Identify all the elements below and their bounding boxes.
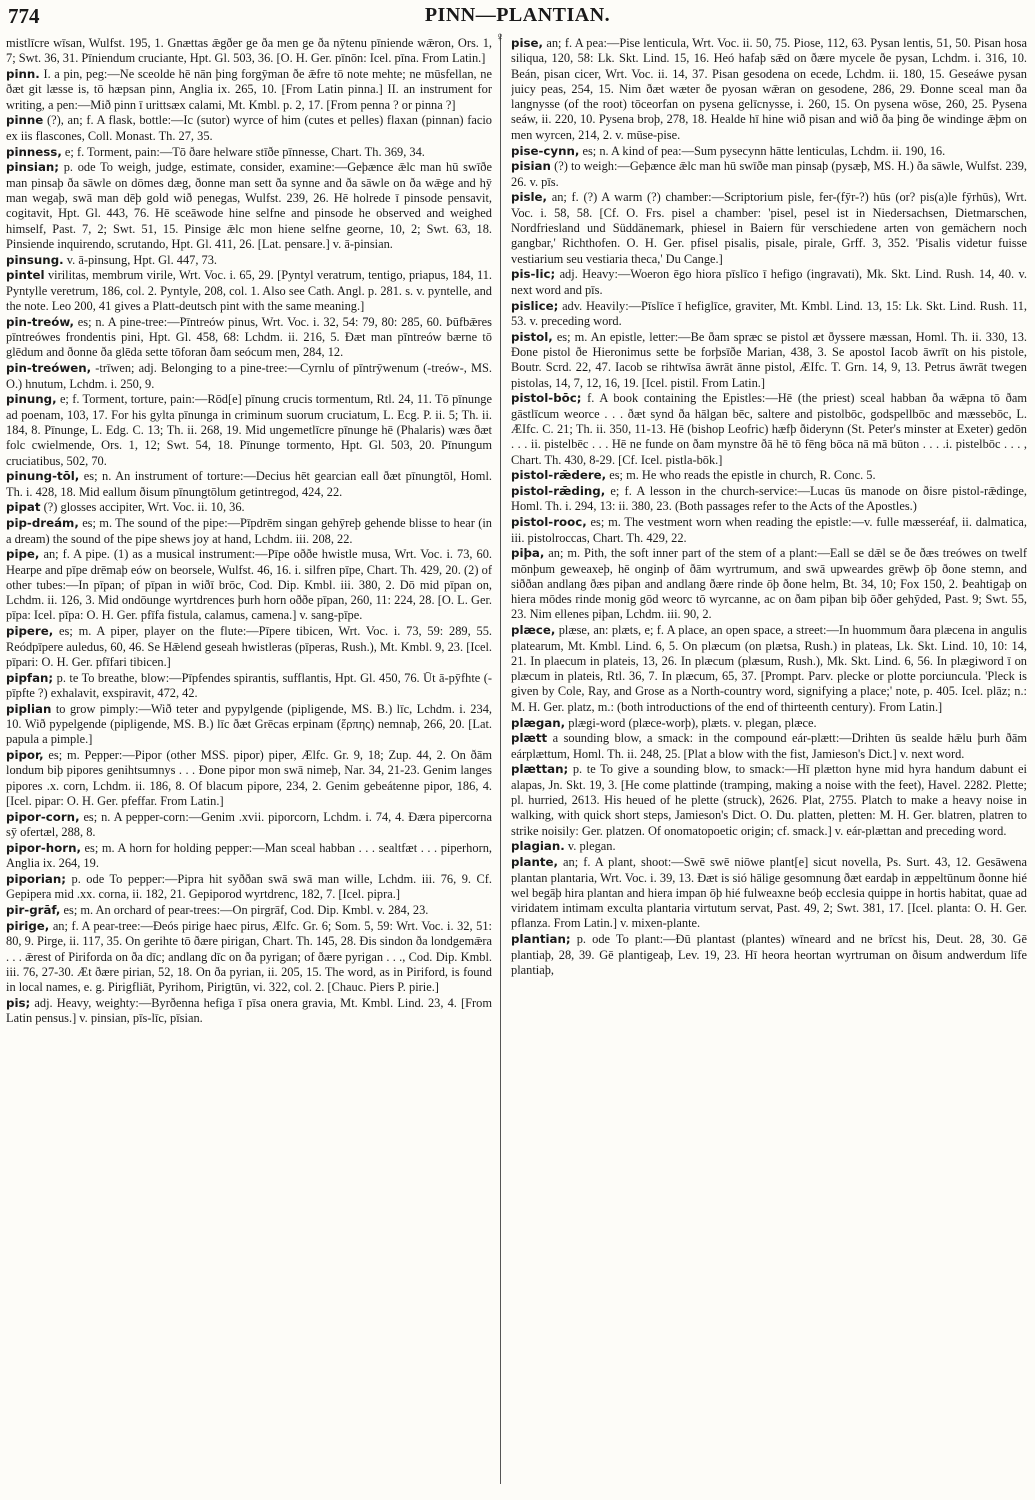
dictionary-entry bbox=[511, 36, 1027, 143]
entry-headword: piplian bbox=[6, 701, 52, 716]
entry-headword: pipor, bbox=[6, 748, 44, 763]
entry-definition: an; f. (?) A warm (?) chamber:—Scriptorium pisle, fer-(fȳr-?) hūs (or? pis(a)le fȳrhūs), Wrt. Voc. i. 58, 58. [Cf. O. Frs. pisel a chamber: 'pisel, pesel ist in Niedersachsen, Dietmarschen, Nordfriesland und Süddänemark, phiesel in Baiern für verschiedene arten von gemächern noch gangbar,' Richthofen. O. H. Ger. pfisel pisalis, pisale, pirale, Grff. 3, 352. 'Pisalis videtur fuisse vestiarium seu vestiaria theca,' Du Cange.] bbox=[511, 190, 1027, 266]
entry-headword: plagian. bbox=[511, 839, 565, 854]
dictionary-entry bbox=[6, 841, 492, 872]
entry-headword: pipfan; bbox=[6, 670, 54, 685]
entry-definition: es; n. A pepper-corn:—Genim .xvii. piporcorn, Lchdm. i. 74, 4. Ðæra pipercorna sȳ ofertæl, 288, 8. bbox=[6, 809, 492, 840]
entry-definition: es; m. A piper, player on the flute:—Pīpere tibicen, Wrt. Voc. i. 73, 59: 289, 55. Reódpīpere auledus, 60, 46. Se Hǣlend geseah hwistleras (pīperas, Rush.), Mt. Kmbl. 9, 23. [Icel. pīpari: O. H. Ger. pfīfari tibicen.] bbox=[6, 624, 492, 669]
entry-definition: mistlīcre wīsan, Wulfst. 195, 1. Gnættas ǣgðer ge ða men ge ða nȳtenu pīniende wǣron, Ors. 1, 7; Swt. 36, 31. Pīniendum cruciante, Hpt. Gl. 503, 36. [O. H. Ger. pīnōn: Icel. pīna. From Latin.] bbox=[6, 36, 492, 66]
entry-headword: plantian; bbox=[511, 932, 571, 947]
entry-definition: (?) to weigh:—Geþænce ǣlc man hū swīðe man pinsaþ (pysæþ, MS. H.) ða sāwle, Wulfst. 239, 26. v. pīs. bbox=[511, 159, 1027, 189]
entry-headword: pistol-rǣdere, bbox=[511, 468, 607, 483]
dictionary-entry bbox=[511, 762, 1027, 838]
divider-top-ornament: ♀ bbox=[495, 29, 505, 44]
entry-definition: e; f. Torment, torture, pain:—Rōd[e] pīnung crucis tormentum, Rtl. 24, 11. Tō pīnunge ad poenam, 103, 17. For his gylta pīnunga in criminum suorum cruciatum, L. Ecg. P. ii. 5; Th. ii. 184, 8. Pīnunge, L. Edg. C. 13; Th. ii. 268, 19. Mid ungemetlīcre pīnunge hē (Phalaris) wæs ðæt folc cwielmende, Ors. 1, 12; Swt. 54, 18. Pīnunge tormento, Hpt. Gl. 503, 20. Pīnungum cruciatibus, 502, 70. bbox=[6, 392, 492, 468]
entry-definition: p. ode To pepper:—Pipra hit syððan swā swā man wille, Lchdm. iii. 76, 9. Cf. Gepipera mid .xx. corna, ii. 182, 21. Gepiporod wyrtdrenc, 182, 7. [Icel. pipra.] bbox=[6, 872, 492, 902]
column-divider bbox=[500, 34, 501, 1484]
entry-headword: pipat bbox=[6, 500, 41, 515]
entry-headword: pipor-horn, bbox=[6, 840, 81, 855]
entry-headword: pise, bbox=[511, 36, 543, 50]
entry-definition: p. te To breathe, blow:—Pīpfendes spirantis, sufflantis, Hpt. Gl. 450, 76. Ūt ā-pȳfhte (-pīpfte ?) exhalavit, exspiravit, 472, 42. bbox=[6, 670, 492, 700]
dictionary-entry bbox=[511, 391, 1027, 467]
dictionary-entry bbox=[511, 731, 1027, 762]
dictionary-entry bbox=[6, 392, 492, 468]
entry-definition: plæse, an: plæts, e; f. A place, an open space, a street:—In huommum ðara plæcena in angulis platearum, Mt. Kmbl. Lind. 6, 5. On plæcum (on plætsa, Rush.) in plateas, Lk. Skt. Lind. 10, 10: 14, 21. In plaecum in plateis, 13, 26. In plæcum (plæsum, Rush.), Mk. Skt. Lind. 6, 56. In plægiword ī on plæcum in plateis, Rtl. 36, 7. In plæcum, 65, 37. [Prompt. Parv. plecke or plotte porciuncula. 'Pleck is given by Cole, Ray, and Grose as a North-country word, signifying a place;' note, p. 405. Icel. plāz; n.: M. H. Ger. platz, m.: (both introductions of the end of thirteenth century). From Latin.] bbox=[511, 623, 1027, 714]
dictionary-entry bbox=[6, 671, 492, 702]
entry-headword: piþa, bbox=[511, 546, 545, 561]
dictionary-entry bbox=[511, 716, 1027, 731]
entry-definition: to grow pimply:—Wið teter and pypylgende (pipligende, MS. B.) līc, Lchdm. i. 234, 10. Wið pypelgende (pipligende, MS. B.) līc ðæt Grēcas erpinam (ἕρπης) nemnaþ, 266, 20. [Lat. papula a pimple.] bbox=[6, 701, 492, 747]
entry-definition: an; f. A plant, shoot:—Swē swē niōwe plant[e] sicut novella, Ps. Surt. 43, 12. Gesāwena plantan plantaria, Wrt. Voc. i. 39, 13. Ðæt is sió hālige gesomnung ðæt eardaþ in æppeltūnum ðonne hié wel begāþ hira plantan and hiera impan ōþ hié fulweaxne beóþ ecclesia quippe in hortis habitat, quae ad viridatem intimam exculta plantaria virtutum servat, Past. 49, 2; Swt. 381, 17. [Icel. planta: O. H. Ger. pflanza. From Latin.] v. mixen-plante. bbox=[511, 855, 1027, 931]
entry-definition: I. a pin, peg:—Ne sceolde hē nān þing forgȳman ðe ǣfre tō note mehte; ne mūsfellan, ne ðæt git læsse is, tō hæpsan pinn, Anglia ix. 265, 10. [From Latin pinna.] II. an instrument for writing, a pen:—Mið pinn ī urittsæx calami, Mt. Kmbl. p. 2, 17. [From penna ? or pinna ?] bbox=[6, 67, 492, 112]
dictionary-entry bbox=[6, 500, 492, 515]
entry-definition: es; n. A pine-tree:—Pīntreów pinus, Wrt. Voc. i. 32, 54: 79, 80: 285, 60. Þūfbǣres pīntreówes frondentis pini, Hpt. Gl. 458, 68: Lchdm. ii. 216, 5. Ðæt man pīntreów bærne tō glēdum and ðonne ða glēda sette tōforan ðam seócum men, 284, 12. bbox=[6, 314, 492, 360]
dictionary-entry bbox=[511, 546, 1027, 622]
dictionary-entry bbox=[6, 113, 492, 144]
entry-definition: e; f. A lesson in the church-service:—Lucas ūs manode on ðisre pistol-rǣdinge, Homl. Th. i. 294, 13: ii. 380, 23. (Both passages refer to the Acts of the Apostles.) bbox=[511, 484, 1027, 514]
entry-headword: pinsian; bbox=[6, 160, 60, 175]
entry-definition: es; m. The vestment worn when reading the epistle:—v. fulle mæsseréaf, ii. dalmatica, iii. pistolroccas, Chart. Th. 429, 22. bbox=[511, 515, 1027, 545]
right-column bbox=[511, 36, 1027, 1482]
entry-headword: plægan, bbox=[511, 715, 566, 730]
dictionary-entry bbox=[511, 855, 1027, 931]
entry-headword: pinung, bbox=[6, 392, 57, 407]
dictionary-entry bbox=[6, 624, 492, 670]
entry-definition: a sounding blow, a smack: in the compound eár-plætt:—Drihten ūs sealde hǣlu þurh ðām eárplættum, Homl. Th. ii. 248, 25. [Plat a blow with the fist, Jamieson's Dict.] v. next word. bbox=[511, 731, 1027, 761]
entry-headword: pin-treówen, bbox=[6, 361, 92, 376]
dictionary-entry bbox=[511, 144, 1027, 159]
entry-definition: an; m. Pith, the soft inner part of the stem of a plant:—Eall se dǣl se ðe ðæs treówes on twelf mōnþum geweaxeþ, hē onginþ of ðām wyrtrumum, and swā upweardes grēwþ ōþ ðone stemn, and siððan andlang ðæs piþan and andlang ðære rinde ōþ ðone helm, Bt. 34, 10; Fox 150, 2. Þeahtigaþ on hiera mōdes rinde monig gōd weorc tō wyrcanne, ac on ðam piþan biþ ōðer gehȳded, Past. 9; Swt. 55, 23. Nim ellenes piþan, Lchdm. iii. 90, 2. bbox=[511, 546, 1027, 622]
entry-headword: pinness, bbox=[6, 144, 62, 159]
entry-definition: es; n. An instrument of torture:—Decius hēt gearcian eall ðæt pīnungtōl, Homl. Th. i. 428, 18. Mid eallum ðisum pīnungtōlum getintregod, 424, 22. bbox=[6, 469, 492, 499]
entry-headword: pipe, bbox=[6, 547, 40, 562]
dictionary-entry bbox=[511, 267, 1027, 298]
dictionary-entry bbox=[511, 484, 1027, 515]
entry-definition: f. A book containing the Epistles:—Hē (the priest) sceal habban ða wǣpna tō ðam gāstlīcum weorce . . . ðæt synd ða hālgan bēc, saltere and pistolbōc, godspellbōc and mæssebōc, L. ÆIfc. C. 21; Th. ii. 350, 11-13. Hē (bishop Leofric) hæfþ ðiderynn (St. Peter's minster at Exeter) gedōn . . . ii. pistelbēc . . . Hē ne funde on ðam mynstre ðā hē tō fēng bōca nā mā būton . . . .i. pistelbōc . . . , Chart. Th. 430, 8-29. [Cf. Icel. pistla-bōk.] bbox=[511, 391, 1027, 467]
entry-headword: pistol-rǣding, bbox=[511, 484, 606, 499]
entry-definition: es; m. An epistle, letter:—Be ðam spræc se pistol æt ðyssere mæssan, Homl. Th. ii. 330, 13. Ðone pistol ðe Hieronimus sette be forþsīðe Marian, 438, 3. Se apostol Iacob āwrīt on his pistole, Boutr. Scrd. 22, 47. Iacob se rihtwīsa āwrāt ānne pistol, ÆIfc. T. Grn. 14, 9, 13. Petrus āwrāt twegen pistolas, 14, 7, 12, 16, 19. [Icel. pistil. From Latin.] bbox=[511, 329, 1027, 390]
entry-definition: an; f. A pipe. (1) as a musical instrument:—Pīpe oððe hwistle musa, Wrt. Voc. i. 73, 60. Hearpe and pīpe drēmaþ eów on beorsele, Wulfst. 46, 16. i. silfren pīpe, Chart. Th. 429, 20. (2) of other tubes:—In pīpan; of pīpan in wiðī brōc, Cod. Dip. Kmbl. iii. 380, 2. Dō mid pīpan on, Lchdm. ii. 126, 3. Mid ondōunge wyrtdrences þurh horn oððe pīpan, 260, 11: 224, 28. [O. L. Ger. pīpa: Icel. pīpa: O. H. Ger. pfīfa fistula, calamus, camena.] v. sang-pīpe. bbox=[6, 547, 492, 623]
dictionary-entry bbox=[6, 903, 492, 918]
entry-headword: plante, bbox=[511, 855, 558, 870]
entry-headword: pin-treów, bbox=[6, 314, 74, 329]
entry-definition: (?) glosses accipiter, Wrt. Voc. ii. 10, 36. bbox=[43, 500, 245, 515]
dictionary-entry bbox=[6, 36, 492, 67]
entry-headword: pis-lic; bbox=[511, 267, 556, 282]
dictionary-entry bbox=[511, 299, 1027, 330]
entry-headword: pislice; bbox=[511, 298, 559, 313]
entry-headword: pistol-rooc, bbox=[511, 515, 587, 530]
entry-definition: e; f. Torment, pain:—Tō ðare helware stīðe pīnnesse, Chart. Th. 369, 34. bbox=[64, 144, 425, 159]
dictionary-entry bbox=[6, 268, 492, 314]
entry-definition: -trīwen; adj. Belonging to a pine-tree:—Cyrnlu of pīntrȳwenum (-treów-, MS. O.) hnutum, Lchdm. i. 250, 9. bbox=[6, 361, 492, 391]
entry-headword: plætt bbox=[511, 731, 548, 746]
dictionary-entry bbox=[6, 872, 492, 903]
dictionary-entry bbox=[511, 839, 1027, 854]
dictionary-entry bbox=[511, 190, 1027, 266]
entry-headword: pisian bbox=[511, 159, 551, 174]
dictionary-entry bbox=[511, 515, 1027, 546]
entry-definition: an; f. A pear-tree:—Ðeós pirige haec pirus, Ælfc. Gr. 6; Som. 5, 59: Wrt. Voc. i. 32, 51: 80, 9. Pirge, ii. 117, 35. On gerihte tō ðære pirigan, Chart. Th. 145, 28. Ðis sindon ða londgemǣra . . . ǣrest of Piriforda on ða dīc; andlang dīc on ða pyrigan; of ðære pyrigan . . ., Cod. Dip. Kmbl. iii. 76, 27-30. Æt ðære pirian, 52, 18. On ða pyrian, ii. 205, 15. The word, as in Piriford, is found in local names, e. g. Pirigfliāt, Pyrihom, Pirigtūn, vi. 322, col. 2. [Chauc. Piers P. pirie.] bbox=[6, 918, 492, 995]
dictionary-entry bbox=[6, 516, 492, 547]
entry-headword: pinung-tōl, bbox=[6, 469, 80, 484]
entry-definition: adj. Heavy:—Woeron ēgo hiora pīslīco ī hefigo (ingravati), Mk. Skt. Lind. Rush. 14, 40. v. next word and pīs. bbox=[511, 267, 1027, 297]
entry-definition: es; m. Pepper:—Pipor (other MSS. pipor) piper, Ælfc. Gr. 9, 18; Zup. 44, 2. On ðām londum biþ pipores genihtsumnys . . . Ðone pipor mon swā nimeþ, Nar. 34, 21-23. Genim langes pipores .x. corn, Lchdm. ii. 186, 8. Of blacum pipore, 234, 2. Genim gebeátenne pipor, 186, 4. [Icel. pipar: O. H. Ger. pfeffar. From Latin.] bbox=[6, 748, 492, 809]
dictionary-entry bbox=[511, 932, 1027, 978]
entry-headword: plættan; bbox=[511, 762, 569, 777]
dictionary-entry bbox=[511, 159, 1027, 190]
dictionary-entry bbox=[6, 469, 492, 500]
dictionary-entry bbox=[511, 330, 1027, 391]
entry-headword: pinsung. bbox=[6, 252, 64, 267]
entry-headword: pintel bbox=[6, 268, 45, 283]
entry-definition: v. plegan. bbox=[567, 839, 616, 854]
entry-headword: pinne bbox=[6, 113, 44, 128]
entry-definition: v. ā-pinsung, Hpt. Gl. 447, 73. bbox=[66, 252, 218, 267]
entry-definition: virilitas, membrum virile, Wrt. Voc. i. 65, 29. [Pyntyl veratrum, tentigo, priapus, 184, 11. Pyntylle veretrum, 186, col. 2. Pyntyle, 208, col. 1. Also see Cath. Angl. p. 281. s. v. pyntelle, and the note. Leo 200, 41 gives a Platt-deutsch pint with the same meaning.] bbox=[6, 268, 492, 314]
entry-headword: piporian; bbox=[6, 872, 66, 887]
entry-definition: es; m. A horn for holding pepper:—Man sceal habban . . . sealtfæt . . . piperhorn, Anglia ix. 264, 19. bbox=[6, 840, 492, 871]
dictionary-entry bbox=[6, 810, 492, 841]
dictionary-entry bbox=[511, 623, 1027, 715]
entry-headword: pis; bbox=[6, 995, 31, 1010]
entry-definition: es; m. He who reads the epistle in church, R. Conc. 5. bbox=[609, 468, 876, 483]
entry-headword: plæce, bbox=[511, 623, 556, 638]
dictionary-entry bbox=[511, 468, 1027, 483]
dictionary-entry bbox=[6, 160, 492, 252]
entry-definition: an; f. A pea:—Pise lenticula, Wrt. Voc. ii. 50, 75. Piose, 112, 63. Pysan lentis, 51, 50. Pisan hosa siliqua, 120, 58: Lk. Skt. Lind. 15, 16. Heó hafaþ sǣd on ðære mycele ðe pysan, Lchdm. i. 316, 10. Beán, pisan cicer, Wrt. Voc. ii. 14, 37. Pisan gesodena on ecede, Lchdm. ii. 180, 15. Geseáwe pysan juicy peas, 254, 15. Nim ðæt wæter ðe pyosan wǣran on gesodene, 286, 29. Ðonne sceal man ða langnysse (of the root) tōceorfan on pysena gelīcnysse, i. 260, 15. On pysena wōse, 260, 25. Pysena seáw, ii. 220, 10. Pysena broþ, 278, 18. Healde hī hine wið pisan and wið ða þing ðe windinge ǣþm on men wyrcen, 214, 2. v. mūse-pise. bbox=[511, 36, 1027, 142]
entry-definition: adv. Heavily:—Pīslīce ī hefiglīce, graviter, Mt. Kmbl. Lind. 13, 15: Lk. Skt. Lind. Rush. 11, 53. v. preceding word. bbox=[511, 298, 1027, 328]
dictionary-entry bbox=[6, 547, 492, 623]
dictionary-entry bbox=[6, 67, 492, 113]
page-header bbox=[0, 0, 1035, 32]
running-head: PINN—PLANTIAN. bbox=[424, 4, 611, 26]
entry-headword: pipere, bbox=[6, 624, 54, 639]
left-column bbox=[6, 36, 492, 1482]
entry-headword: pistol-bōc; bbox=[511, 391, 582, 406]
entry-definition: p. ode To plant:—Ðū plantast (plantes) wīneard and ne brīcst his, Deut. 28, 30. Gē plantiaþ, 28, 39. Gē plantigeaþ, Lev. 19, 23. Hī heora heortan wyrtruman on ðisum andwerdum līfe plantiaþ, bbox=[511, 932, 1027, 977]
entry-headword: pir-grāf, bbox=[6, 903, 61, 918]
entry-headword: pipor-corn, bbox=[6, 809, 80, 824]
entry-headword: pistol, bbox=[511, 329, 553, 344]
dictionary-entry bbox=[6, 253, 492, 268]
entry-definition: adj. Heavy, weighty:—Byrðenna hefiga ī pīsa onera gravia, Mt. Kmbl. Lind. 23, 4. [From Latin pensus.] v. pinsian, pīs-līc, pīsian. bbox=[6, 995, 492, 1026]
entry-definition: es; n. A kind of pea:—Sum pysecynn hātte lenticulas, Lchdm. ii. 190, 16. bbox=[582, 143, 946, 158]
dictionary-entry bbox=[6, 748, 492, 809]
entry-headword: pisle, bbox=[511, 190, 548, 205]
entry-definition: (?), an; f. A flask, bottle:—Ic (sutor) wyrce of him (cutes et pelles) flaxan (pinnan) facio ex iis flascones, Coll. Monast. Th. 27, 35. bbox=[6, 113, 492, 143]
dictionary-entry bbox=[6, 919, 492, 995]
entry-definition: es; m. An orchard of pear-trees:—On pirgrāf, Cod. Dip. Kmbl. v. 284, 23. bbox=[63, 903, 429, 918]
entry-headword: pinn. bbox=[6, 67, 40, 82]
dictionary-entry bbox=[6, 996, 492, 1027]
dictionary-entry bbox=[6, 702, 492, 748]
dictionary-entry bbox=[6, 361, 492, 392]
entry-headword: pip-dreám, bbox=[6, 516, 79, 531]
dictionary-entry bbox=[6, 145, 492, 160]
entry-headword: pirige, bbox=[6, 918, 50, 933]
entry-definition: p. te To give a sounding blow, to smack:—Hī plætton hyne mid hyra handum dabunt ei alapas, Jn. Skt. 19, 3. [He come plattinde (tramping, making a noise with the feet), Havel. 2282. Plette; pl. hurried, 2613. His heued of he plette (struck), 2626. Plat, 2755. Platch to make a heavy noise in walking, with quick short steps, Jamieson's Dict. O. Du. platten, pletten: M. H. Ger. blatren, platren to strike noisily: Ger. platzen. Of onomatopoetic origin; cf. smack.] v. eár-plættan and preceding word. bbox=[511, 762, 1027, 838]
entry-definition: p. ode To weigh, judge, estimate, consider, examine:—Geþænce ǣlc man hū swīðe man pinsaþ ða sāwle on dōmes dæg, ðonne man sett ða synne and ða sāwle on ða wǣge and hȳ man wegaþ, swā man dēþ gold wið penegas, Wulfst. 239, 26. Hē holrede ī pinsode pensavit, cogitavit, Hpt. Gl. 443, 76. Hē sceāwode hine selfne and pinsode he observed and weighed himself, Past. 7, 2; Swt. 51, 15. Pinsige ǣlc mon hiene selfne georne, 10, 2; Swt. 63, 18. Pinsiende inquirendo, scrutando, Hpt. Gl. 411, 26. [Lat. pensare.] v. ā-pinsian. bbox=[6, 160, 492, 251]
dictionary-entry bbox=[6, 315, 492, 361]
entry-headword: pise-cynn, bbox=[511, 143, 580, 158]
entry-definition: plægi-word (plæce-worþ), plæts. v. plegan, plæce. bbox=[568, 715, 817, 730]
page-number: 774 bbox=[8, 4, 40, 28]
entry-definition: es; m. The sound of the pipe:—Pīpdrēm singan gehȳreþ gehende blisse to hear (in a dream) the sound of the pipe shews joy at hand, Lchdm. iii. 208, 22. bbox=[6, 516, 492, 546]
